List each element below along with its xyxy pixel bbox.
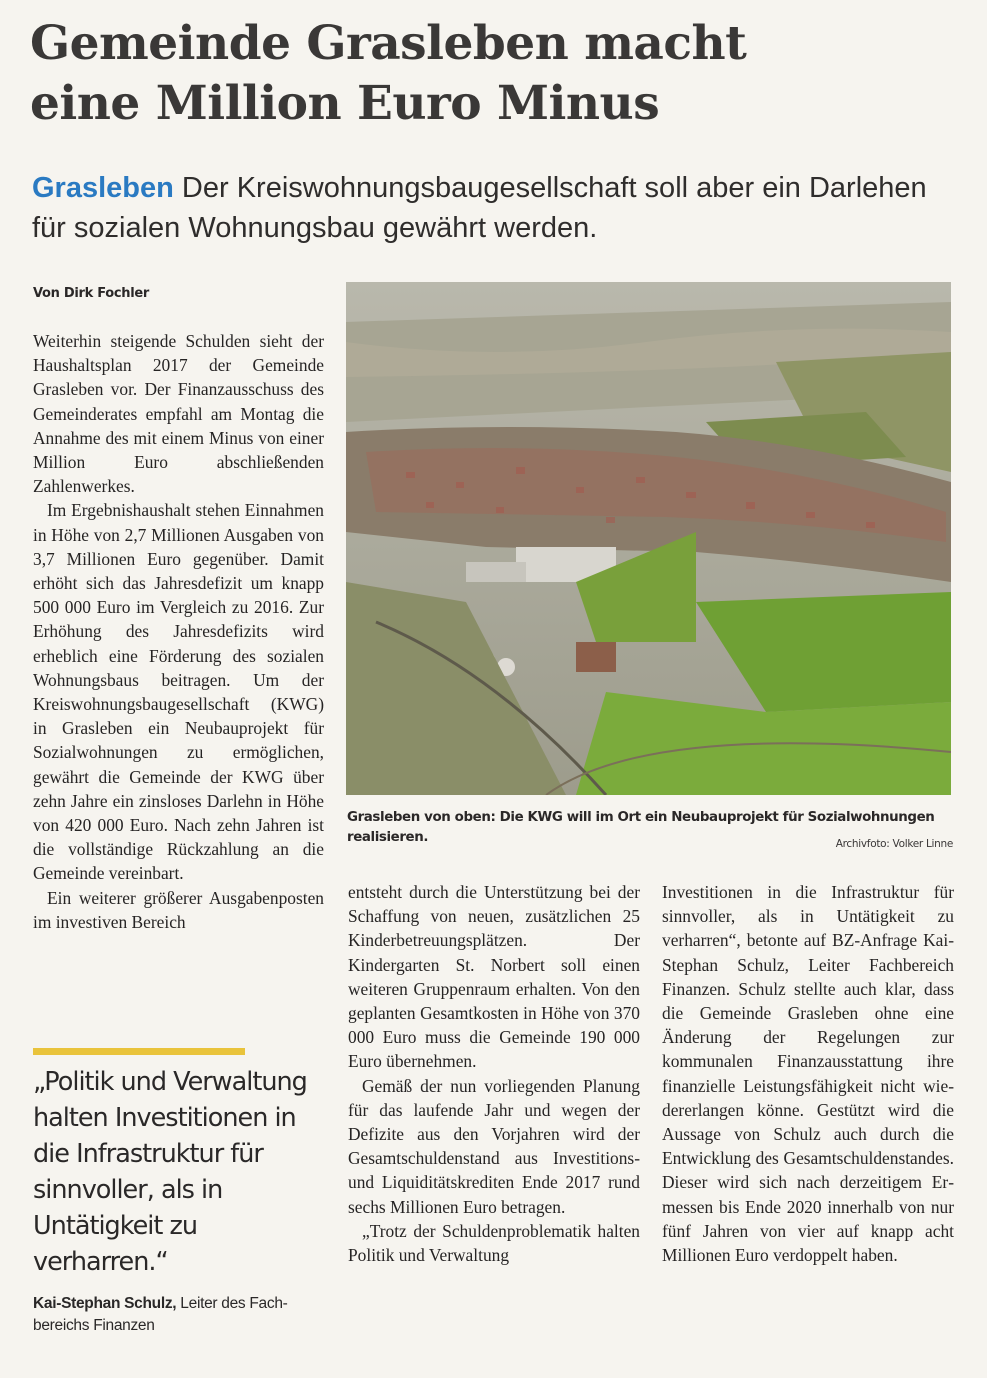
headline xyxy=(30,14,970,134)
quote-author-name: Kai-Stephan Schulz, xyxy=(33,1295,177,1312)
paragraph: Im Ergebnishaushalt stehen Einnahmen in Höhe von 2,7 Millionen Ausgaben von 3,7 Millionen Euro gegenüber. Damit erhöht sich das Jahresdefizit um knapp 500 000 Euro im Vergleich zu 2016. Zur Erhöhung des Jahresdefizits wird erheblich eine Förderung des sozialen Wohnungsbaus beitragen. Um der Kreiswohnungsbaugesellschaft (KWG) in Grasleben ein Neubauprojekt für Sozialwohnungen zu ermöglichen, gewährt die Gemeinde der KWG über zehn Jahre ein zinsloses Darlehn in Höhe von 420 000 Euro. Nach zehn Jahren ist die vollständige Rückzahlung an die Gemeinde vereinbart. xyxy=(33,500,324,884)
headline-line-1: Gemeinde Grasleben macht xyxy=(30,16,747,71)
quote-accent-bar xyxy=(33,1048,245,1055)
headline-line-2: eine Million Euro Minus xyxy=(30,76,660,131)
subline-text: Der Kreiswohnungsbaugesellschaft soll aber ein Darlehen für sozialen Wohnungsbau gewährt werden. xyxy=(32,172,927,244)
article-column-1 xyxy=(33,329,324,934)
byline: Von Dirk Fochler xyxy=(33,286,150,301)
aerial-photo-illustration xyxy=(346,282,951,795)
kicker: Grasleben xyxy=(32,172,174,204)
subheadline xyxy=(32,168,962,248)
paragraph: entsteht durch die Unterstützung bei der Schaffung von neuen, zusätzlichen 25 Kinderbetreuungsplätzen. Der Kindergarten St. Norbert soll einen weiteren Gruppenraum erhalten. Von den geplanten Gesamtkosten in Höhe von 370 000 Euro muss die Gemeinde 190 000 Euro übernehmen. xyxy=(348,882,640,1072)
paragraph: Weiterhin steigende Schulden sieht der Haushaltsplan 2017 der Gemeinde Grasleben vor. Der Finanzausschuss des Gemeinderates empfahl am Montag die Annahme des mit einem Minus von einer Million Euro abschließenden Zahlenwerkes. xyxy=(33,331,324,497)
article-column-2 xyxy=(348,880,640,1267)
photo-credit: Archivfoto: Volker Linne xyxy=(835,838,953,850)
paragraph: Gemäß der nun vorliegenden Planung für das laufende Jahr und wegen der Defizite aus den Vorjahren wird der Gesamtschuldenstand aus Investitions- und Liquiditätskrediten Ende 2017 rund sechs Millionen Euro betragen. xyxy=(348,1075,640,1217)
photo-caption: Grasleben von oben: Die KWG will im Ort ein Neubauprojekt für Sozialwohnungen realisieren. xyxy=(347,810,935,845)
paragraph: Ein weiterer größerer Ausgabenposten im investiven Bereich xyxy=(33,887,324,932)
aerial-photo xyxy=(346,282,951,795)
paragraph: Investitionen in die Infrastruktur für sinnvoller, als in Untätigkeit zu verharren“, betonte auf BZ-Anfrage Kai-Stephan Schulz, Leiter Fachbereich Finanzen. Schulz stellte auch klar, dass die Gemeinde Grasleben ohne eine Änderung der Regelungen zur kommunalen Finanzausstattung ihre finanzielle Leistungsfähigkeit nicht wiedererlangen könne. Gestützt wird die Aussage von Schulz auch durch die Entwicklung des Gesamtschuldenstandes. Dieser wird sich nach derzeitigem Ermessen bis Ende 2020 innerhalb von nur fünf Jahren von vier auf knapp acht Millionen Euro verdoppelt haben. xyxy=(662,882,954,1266)
quote-author xyxy=(33,1293,333,1337)
pull-quote: „Politik und Verwaltung halten Investitionen in die Infrastruktur für sinnvoller, als in Untätigkeit zu verharren.“ xyxy=(33,1067,307,1277)
quote-author-role: Leiter des Fachbereichs Finanzen xyxy=(33,1295,288,1334)
paragraph: „Trotz der Schuldenproblematik halten Politik und Verwaltung xyxy=(348,1220,640,1266)
article-column-3 xyxy=(662,880,954,1267)
